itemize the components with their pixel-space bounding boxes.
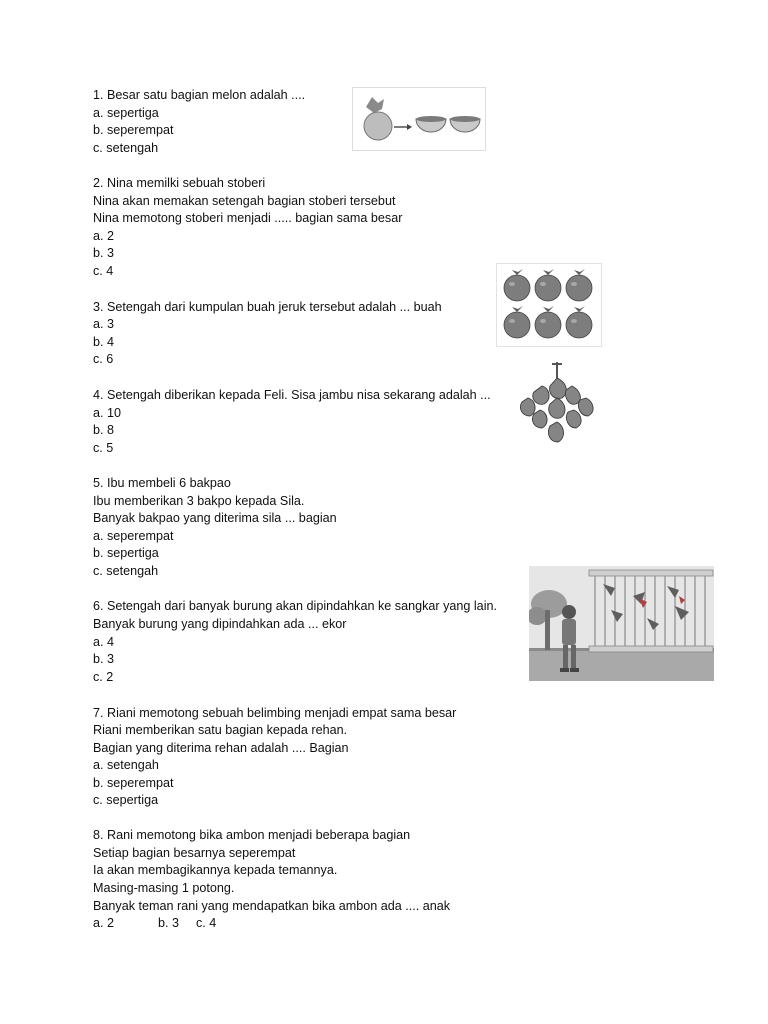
question-8-text: 8. Rani memotong bika ambon menjadi beberapa bagian [93, 828, 411, 842]
oranges-icon [496, 263, 602, 347]
inline-options [93, 915, 216, 933]
question-7-text: Bagian yang diterima rehan adalah .... Bagian [93, 741, 349, 755]
option-c: c. sepertiga [93, 793, 159, 807]
question-6-text: Banyak burung yang dipindahkan ada ... ekor [93, 617, 347, 631]
option-c: c. 6 [93, 352, 114, 366]
question-5-text: Banyak bakpao yang diterima sila ... bagian [93, 511, 337, 525]
question-8-text: Setiap bagian besarnya seperempat [93, 846, 296, 860]
question-8-text: Masing-masing 1 potong. [93, 881, 235, 895]
question-2-text: Nina memotong stoberi menjadi ..... bagian sama besar [93, 211, 403, 225]
option-a: a. 2 [93, 229, 115, 243]
option-a: a. 2 [93, 916, 115, 930]
guava-bunch-icon [514, 360, 600, 448]
option-c: c. setengah [93, 141, 159, 155]
question-8-text: Ia akan membagikannya kepada temannya. [93, 863, 338, 877]
option-b: b. 3 [93, 652, 115, 666]
question-6-text: 6. Setengah dari banyak burung akan dipindahkan ke sangkar yang lain. [93, 599, 497, 613]
question-7-text: 7. Riani memotong sebuah belimbing menjadi empat sama besar [93, 706, 457, 720]
question-1-text: 1. Besar satu bagian melon adalah .... [93, 88, 306, 102]
option-b: b. seperempat [93, 776, 174, 790]
question-2-text: Nina akan memakan setengah bagian stoberi tersebut [93, 194, 396, 208]
option-b: b. 4 [93, 335, 115, 349]
option-b: b. seperempat [93, 123, 174, 137]
birds-cage-icon [529, 566, 714, 681]
question-3-text: 3. Setengah dari kumpulan buah jeruk tersebut adalah ... buah [93, 300, 442, 314]
option-b: b. 8 [93, 423, 115, 437]
option-c: c. 4 [93, 264, 114, 278]
question-2-text: 2. Nina memilki sebuah stoberi [93, 176, 266, 190]
question-5-text: Ibu memberikan 3 bakpo kepada Sila. [93, 494, 305, 508]
option-a: a. sepertiga [93, 106, 159, 120]
question-8-text: Banyak teman rani yang mendapatkan bika ambon ada .... anak [93, 899, 451, 913]
option-b: b. 3 [93, 246, 115, 260]
option-a: a. 10 [93, 406, 122, 420]
question-4-text: 4. Setengah diberikan kepada Feli. Sisa jambu nisa sekarang adalah ... [93, 388, 491, 402]
question-7-text: Riani memberikan satu bagian kepada rehan. [93, 723, 348, 737]
option-c: c. 2 [93, 670, 114, 684]
option-c: c. 4 [196, 916, 217, 930]
option-a: a. 3 [93, 317, 115, 331]
option-c: c. 5 [93, 441, 114, 455]
option-b: b. 3 [158, 916, 180, 930]
option-a: a. seperempat [93, 529, 174, 543]
option-b: b. sepertiga [93, 546, 159, 560]
option-a: a. setengah [93, 758, 159, 772]
option-a: a. 4 [93, 635, 115, 649]
question-5-text: 5. Ibu membeli 6 bakpao [93, 476, 231, 490]
option-c: c. setengah [93, 564, 159, 578]
melon-cut-icon [352, 87, 486, 151]
